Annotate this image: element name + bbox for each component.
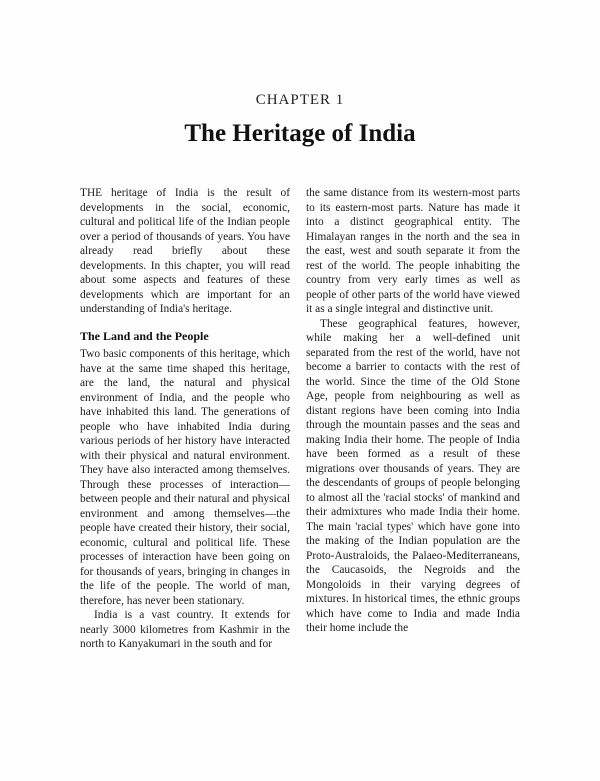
- left-column: [80, 186, 290, 652]
- right-column: [306, 186, 520, 636]
- paragraph-migrations: These geographical features, however, while making her a well-defined unit separated from the rest of the world, have not become a barrier to contacts with the rest of the world. Since the time of the Old Stone Age, people from neighbouring as well as distant regions have been coming into India through the mountain passes and the seas and making India their home. The people of India have been formed as a result of these migrations over thousands of years. They are the descendants of groups of people belonging to almost all the 'racial stocks' of mankind and their admixtures who made India their home. The main 'racial types' which have gone into the making of the Indian population are the Proto-Australoids, the Palaeo-Mediterraneans, the Caucasoids, the Negroids and the Mongoloids in their varying degrees of mixtures. In historical times, the ethnic groups which have come to India and made India their home include the: [306, 317, 520, 634]
- section-heading: The Land and the People: [80, 328, 209, 343]
- intro-lead-word: THE: [80, 187, 103, 199]
- chapter-title: The Heritage of India: [184, 120, 416, 147]
- paragraph-land-people: Two basic components of this heritage, which have at the same time shaped this heritage, are the land, the natural and physical environment of India, and the people who have inhabited this land. The generations of people who have inhabited India during various periods of her history have interacted with their physical and natural environment. They have also interacted among themselves. Through these processes of interaction—between people and their natural and physical environment and among themselves—the people have created their history, their social, economic, cultural and political life. These processes of interaction have been going on for thousands of years, bringing in changes in the life of the people. The world of man, therefore, has never been stationary.: [80, 348, 290, 607]
- intro-text: heritage of India is the result of developments in the social, economic, cultural and political life of the Indian people over a period of thousands of years. You have already read briefly about these developments. In this chapter, you will read about some aspects and features of these developments which are important for an understanding of India's heritage.: [80, 187, 290, 315]
- paragraph-geography: the same distance from its western-most parts to its eastern-most parts. Nature has made it into a distinct geographical entity. The Himalayan ranges in the north and the sea in the east, west and south separate it from the rest of the world. The people inhabiting the country from very early times as well as people of other parts of the world have viewed it as a single integral and distinctive unit.: [306, 187, 520, 315]
- paragraph-vast-country: India is a vast country. It extends for nearly 3000 kilometres from Kashmir in the north to Kanyakumari in the south and for: [80, 609, 290, 650]
- chapter-label: CHAPTER 1: [255, 92, 345, 108]
- intro-paragraph: [80, 186, 290, 317]
